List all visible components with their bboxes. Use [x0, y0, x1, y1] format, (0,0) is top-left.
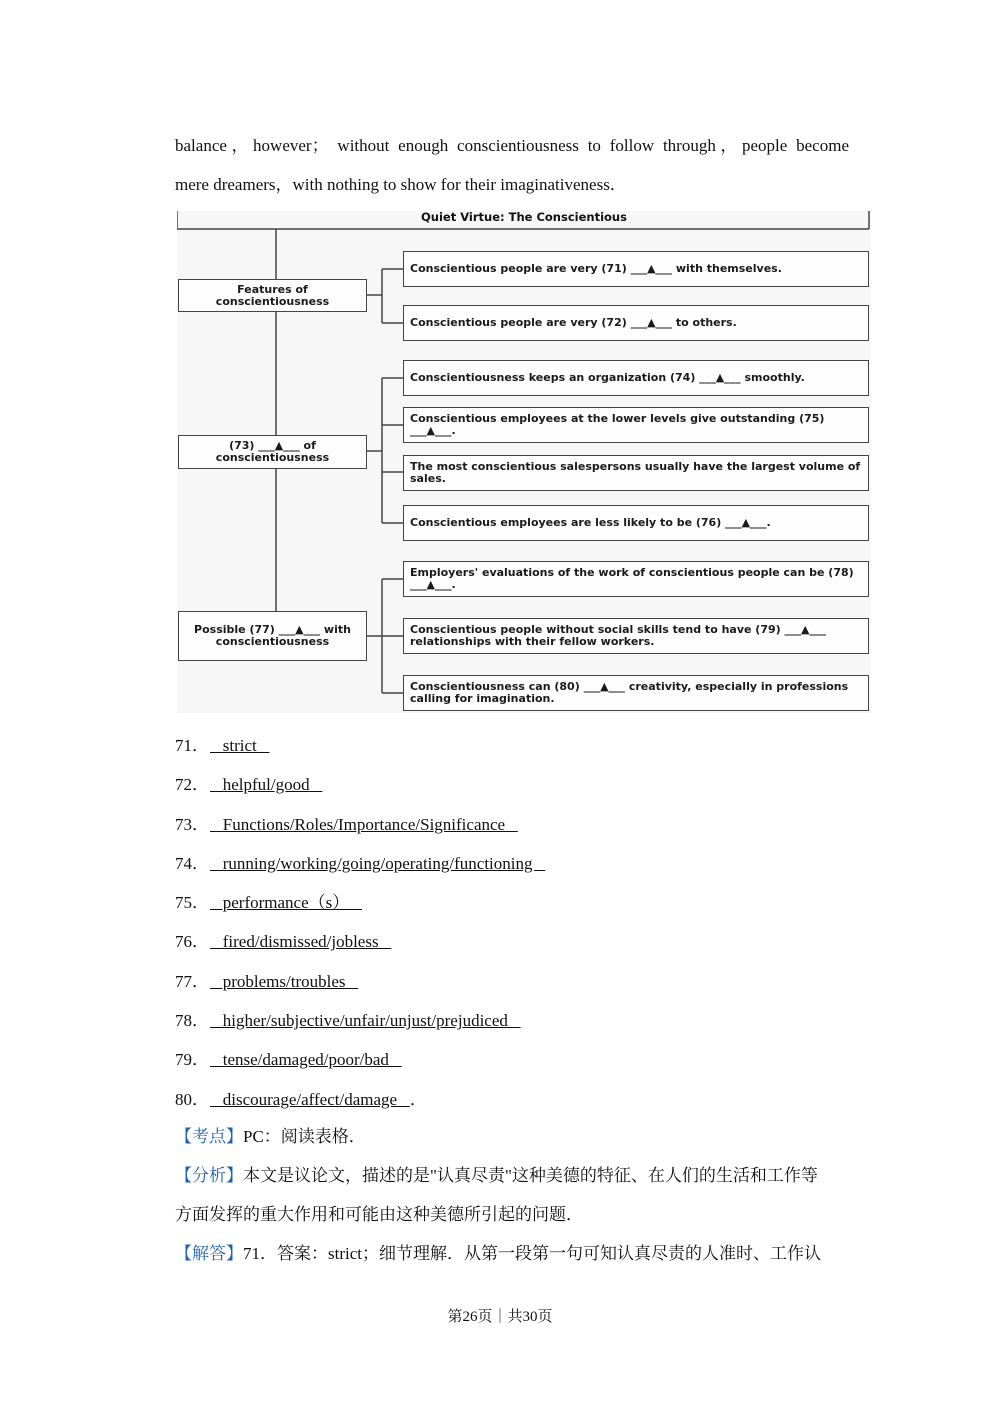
kaodian-text: PC：阅读表格． [243, 1127, 366, 1146]
jieda-text: 71．答案：strict；细节理解．从第一段第一句可知认真尽责的人准时、工作认 [243, 1244, 821, 1263]
answer-number: 72． [175, 775, 209, 795]
answer-number: 80． [175, 1089, 209, 1109]
right-box-72 [403, 305, 869, 341]
answer-number: 79． [175, 1050, 209, 1070]
right-box-76-text: Conscientious employees are less likely to be (76) ___▲___. [410, 516, 771, 529]
answer-row-75 [175, 883, 545, 922]
right-box-71 [403, 251, 869, 287]
answer-row-71 [175, 726, 545, 765]
left-box-functions [178, 435, 367, 469]
fenxi-tag: 【分析】 [175, 1166, 243, 1185]
intro-line-2: mere dreamers，with nothing to show for their imaginativeness． [175, 175, 627, 194]
right-box-72-text: Conscientious people are very (72) ___▲___ to others. [410, 316, 737, 329]
fenxi-line-2: 方面发挥的重大作用和可能由这种美德所引起的问题． [175, 1205, 583, 1224]
analysis-section [175, 1117, 849, 1273]
answer-list [175, 726, 545, 1119]
answer-row-80 [175, 1080, 545, 1119]
right-box-78-text: Employers' evaluations of the work of conscientious people can be (78) ___▲___. [410, 566, 854, 591]
left-box-problems-line2: conscientiousness [215, 635, 330, 648]
answer-number: 71． [175, 736, 209, 755]
right-box-sales-text: The most conscientious salespersons usually have the largest volume of sales. [410, 460, 861, 485]
answer-value: running/working/going/operating/functioning [210, 853, 546, 873]
answer-value: fired/dismissed/jobless [210, 932, 392, 952]
answer-value: performance（s） [210, 893, 363, 913]
answer-row-78 [175, 1001, 545, 1040]
answer-row-74 [175, 844, 545, 883]
right-box-sales [403, 455, 869, 491]
fenxi-text-1: 本文是议论文，描述的是"认真尽责"这种美德的特征、在人们的生活和工作等 [243, 1166, 818, 1185]
right-box-74 [403, 360, 869, 396]
answer-value: Functions/Roles/Importance/Significance [210, 814, 518, 834]
answer-number: 74． [175, 853, 209, 873]
right-box-71-text: Conscientious people are very (71) ___▲___ with themselves. [410, 262, 782, 275]
answer-value: discourage/affect/damage [210, 1089, 410, 1109]
answer-row-73 [175, 805, 545, 844]
left-box-problems-line1: Possible (77) ___▲___ with [194, 623, 351, 636]
page-footer: 第26页｜共30页 [447, 1309, 553, 1325]
answer-suffix: ． [409, 1089, 427, 1109]
answer-number: 77． [175, 971, 209, 991]
answer-value: problems/troubles [210, 971, 359, 991]
right-box-78 [403, 561, 869, 597]
intro-paragraph [175, 126, 849, 204]
answer-value: strict [210, 736, 270, 755]
right-box-80 [403, 675, 869, 711]
right-box-79-text: Conscientious people without social skills tend to have (79) ___▲___ relationships with their fellow workers. [410, 623, 826, 648]
left-box-functions-line2: conscientiousness [215, 451, 330, 464]
right-box-76 [403, 505, 869, 541]
right-box-75 [403, 407, 869, 443]
kaodian-line [175, 1117, 849, 1156]
answer-number: 78． [175, 1011, 209, 1031]
answer-value: helpful/good [210, 775, 323, 795]
answer-value: tense/damaged/poor/bad [210, 1050, 402, 1070]
answer-row-79 [175, 1040, 545, 1079]
left-box-functions-line1: (73) ___▲___ of [229, 439, 316, 452]
answer-number: 76． [175, 932, 209, 952]
jieda-tag: 【解答】 [175, 1244, 243, 1263]
figure-title: Quiet Virtue: The Conscientious [421, 210, 627, 224]
jieda-line [175, 1234, 849, 1273]
right-box-80-text: Conscientiousness can (80) ___▲___ creativity, especially in professions calling for imagination. [410, 680, 849, 705]
right-box-75-text: Conscientious employees at the lower levels give outstanding (75) ___▲___. [410, 412, 825, 437]
kaodian-tag: 【考点】 [175, 1127, 243, 1146]
answer-row-76 [175, 922, 545, 961]
left-box-features-line1: Features of [237, 282, 308, 296]
answer-value: higher/subjective/unfair/unjust/prejudiced [210, 1011, 521, 1031]
intro-line-1: balance，however； without enough conscientiousness to follow through，people become [175, 136, 849, 155]
fenxi-line-1 [175, 1156, 849, 1195]
left-box-features [178, 279, 367, 312]
answer-number: 73． [175, 814, 209, 834]
left-box-problems [178, 611, 367, 661]
right-box-74-text: Conscientiousness keeps an organization (74) ___▲___ smoothly. [410, 371, 805, 384]
right-box-79 [403, 618, 869, 654]
left-box-features-line2: conscientiousness [215, 294, 330, 308]
answer-row-77 [175, 962, 545, 1001]
answer-number: 75． [175, 893, 209, 913]
answer-row-72 [175, 765, 545, 804]
table-figure [177, 211, 871, 713]
